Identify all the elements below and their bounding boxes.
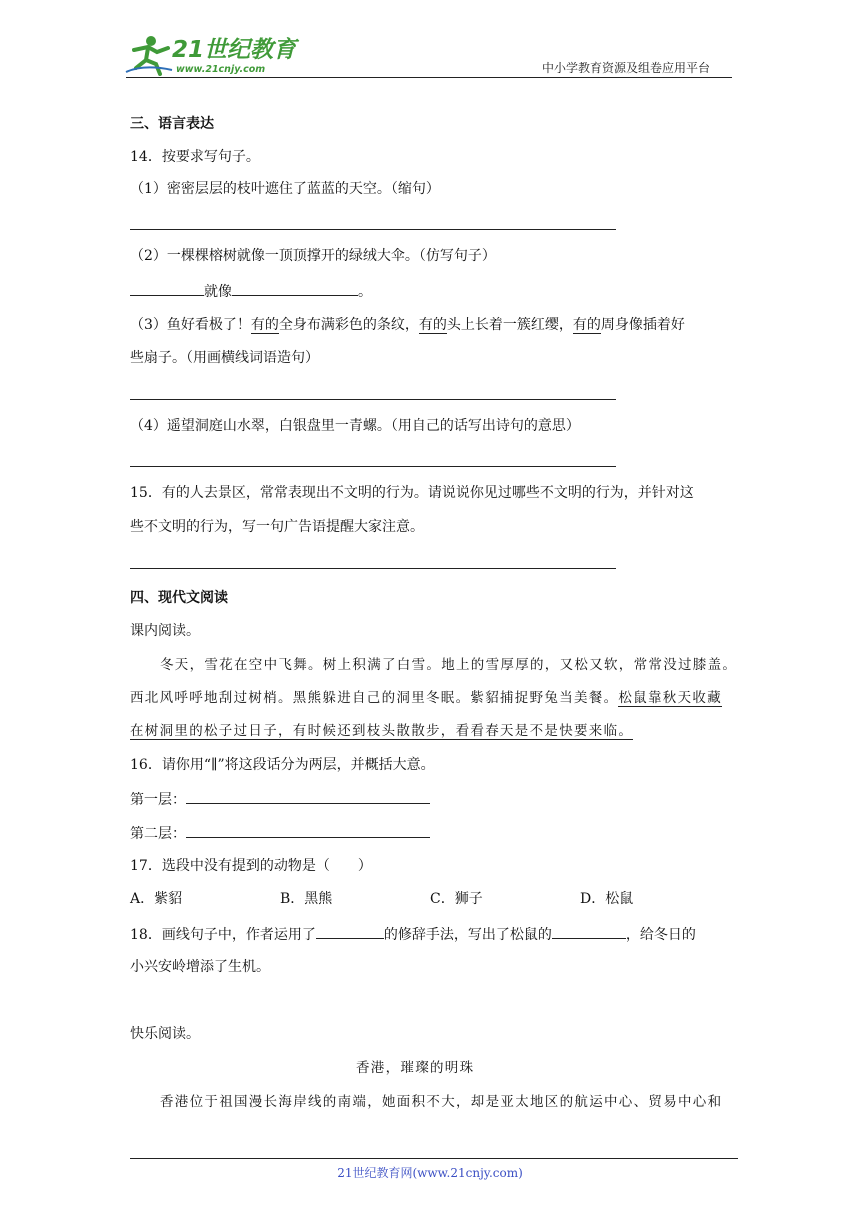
question-14-2: （2）一棵棵榕树就像一顶顶撑开的绿绒大伞。（仿写句子） bbox=[130, 248, 496, 264]
question-14-2-fill: 就像 。 bbox=[130, 282, 372, 301]
underlined-sentence: 在树洞里的松子过日子，有时候还到枝头散散步，看看春天是不是快要来临。 bbox=[130, 723, 634, 739]
passage-line: 香港位于祖国漫长海岸线的南端，她面积不大，却是亚太地区的航运中心、贸易中心和 bbox=[160, 1094, 723, 1110]
option-a[interactable]: A．紫貂 bbox=[130, 891, 183, 907]
question-16: 16．请你用“∥”将这段话分为两层，并概括大意。 bbox=[130, 757, 435, 773]
logo-text: 21世纪教育 bbox=[172, 37, 297, 63]
reading-intro: 快乐阅读。 bbox=[130, 1026, 200, 1042]
option-c[interactable]: C．狮子 bbox=[430, 891, 483, 907]
blank[interactable] bbox=[186, 790, 430, 804]
platform-text: 中小学教育资源及组卷应用平台 bbox=[542, 61, 711, 75]
header-rule bbox=[126, 77, 732, 78]
question-18: 18．画线句子中，作者运用了 的修辞手法，写出了松鼠的 ，给冬日的 bbox=[130, 927, 696, 943]
blank[interactable] bbox=[316, 925, 384, 939]
footer-text[interactable]: 21世纪教育网(www.21cnjy.com) bbox=[337, 1166, 523, 1180]
passage-line: 冬天，雪花在空中飞舞。树上积满了白雪。地上的雪厚厚的，又松又软，常常没过膝盖。 bbox=[160, 657, 738, 673]
layer-1-label: 第一层： bbox=[130, 790, 430, 809]
underlined-word: 有的 bbox=[572, 317, 601, 333]
option-b[interactable]: B．黑熊 bbox=[280, 891, 333, 907]
question-14-1: （1）密密层层的枝叶遮住了蓝蓝的天空。（缩句） bbox=[130, 181, 440, 197]
passage-line bbox=[130, 722, 633, 740]
runner-logo-icon bbox=[124, 34, 176, 76]
question-14-3: （3）鱼好看极了！有的全身布满彩色的条纹，有的头上长着一簇红缨，有的周身像插着好 bbox=[130, 317, 685, 333]
section-title: 三、语言表达 bbox=[130, 116, 214, 132]
passage-line: 西北风呼呼地刮过树梢。黑熊躲进自己的洞里冬眠。紫貂捕捉野兔当美餐。松鼠靠秋天收藏 bbox=[130, 690, 723, 706]
option-d[interactable]: D．松鼠 bbox=[580, 891, 634, 907]
blank[interactable] bbox=[130, 282, 204, 296]
blank[interactable] bbox=[186, 824, 430, 838]
logo-url: www.21cnjy.com bbox=[176, 64, 266, 75]
answer-line[interactable] bbox=[130, 466, 616, 467]
question-18-line2: 小兴安岭增添了生机。 bbox=[130, 959, 270, 975]
underlined-word: 有的 bbox=[418, 317, 447, 333]
section-title: 四、现代文阅读 bbox=[130, 590, 228, 606]
layer-2-label: 第二层： bbox=[130, 824, 430, 843]
question-14-4: （4）遥望洞庭山水翠，白银盘里一青螺。（用自己的话写出诗句的意思） bbox=[130, 418, 580, 434]
answer-line[interactable] bbox=[130, 399, 616, 400]
reading-intro: 课内阅读。 bbox=[130, 623, 200, 639]
footer-rule bbox=[130, 1158, 738, 1159]
underlined-sentence: 松鼠靠秋天收藏 bbox=[618, 690, 723, 706]
blank[interactable] bbox=[552, 925, 626, 939]
passage-title: 香港，璀璨的明珠 bbox=[356, 1060, 475, 1076]
question-15-line2: 些不文明的行为，写一句广告语提醒大家注意。 bbox=[130, 519, 424, 535]
blank[interactable] bbox=[232, 282, 358, 296]
answer-line[interactable] bbox=[130, 568, 616, 569]
answer-line[interactable] bbox=[130, 229, 616, 230]
question-15-line1: 15．有的人去景区，常常表现出不文明的行为。请说说你见过哪些不文明的行为，并针对这 bbox=[130, 485, 694, 501]
question-17: 17．选段中没有提到的动物是（ ） bbox=[130, 858, 372, 874]
question-14-title: 14．按要求写句子。 bbox=[130, 149, 260, 165]
question-14-3-line2: 些扇子。（用画横线词语造句） bbox=[130, 350, 319, 366]
underlined-word: 有的 bbox=[250, 317, 279, 333]
